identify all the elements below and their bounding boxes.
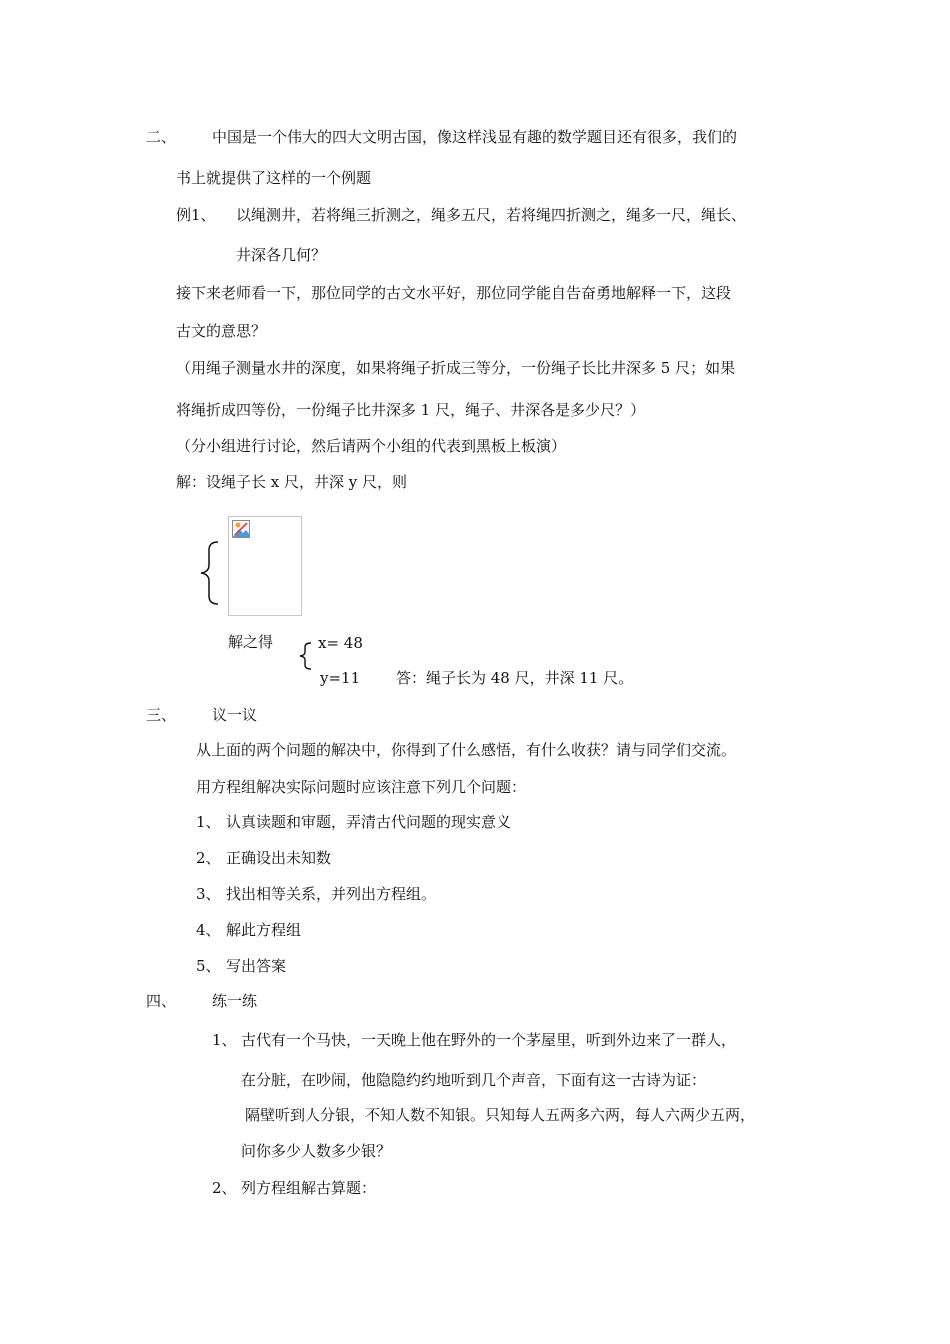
section-4-marker: 四、 <box>146 992 177 1010</box>
section-3-paragraph-1: 从上面的两个问题的解决中，你得到了什么感悟，有什么收获？请与同学们交流。 <box>196 741 737 759</box>
step-5-number: 5、 <box>196 957 221 975</box>
step-4-text: 解此方程组 <box>226 921 302 939</box>
section-3-title: 议一议 <box>212 706 258 724</box>
question-1-line-2: 在分脏，在吵闹，他隐隐约约地听到几个声音，下面有这一古诗为证： <box>241 1071 707 1089</box>
answer: 答：绳子长为 48 尺，井深 11 尺。 <box>396 669 634 687</box>
solution-intro: 解：设绳子长 x 尺，井深 y 尺，则 <box>176 473 408 491</box>
broken-image-icon <box>232 520 250 538</box>
section-2-line-1: 中国是一个伟大的四大文明古国，像这样浅显有趣的数学题目还有很多，我们的 <box>212 128 738 146</box>
question-1-number: 1、 <box>212 1031 237 1049</box>
step-4-number: 4、 <box>196 921 221 939</box>
step-3-number: 3、 <box>196 885 221 903</box>
section-4-title: 练一练 <box>212 992 258 1010</box>
question-1-line-1: 古代有一个马快，一天晚上他在野外的一个茅屋里，听到外边来了一群人， <box>241 1031 737 1049</box>
section-2-line-2: 书上就提供了这样的一个例题 <box>176 169 372 187</box>
step-2-text: 正确设出未知数 <box>226 849 332 867</box>
question-1-poem-line-1: 隔壁听到人分银，不知人数不知银。只知每人五两多六两，每人六两少五两， <box>245 1106 756 1124</box>
step-2-number: 2、 <box>196 849 221 867</box>
paragraph-1-line-1: 接下来老师看一下，那位同学的古文水平好，那位同学能自告奋勇地解释一下，这段 <box>176 284 732 302</box>
section-2-marker: 二、 <box>146 128 177 146</box>
step-1-number: 1、 <box>196 813 221 831</box>
section-3-marker: 三、 <box>146 706 177 724</box>
solve-label: 解之得 <box>228 633 274 651</box>
result-y: y=11 <box>320 669 361 687</box>
example-line-2: 井深各几何？ <box>236 246 327 264</box>
paragraph-3: （分小组进行讨论，然后请两个小组的代表到黑板上板演） <box>176 437 567 455</box>
section-3-paragraph-2: 用方程组解决实际问题时应该注意下列几个问题： <box>196 778 527 796</box>
example-line-1: 以绳测井，若将绳三折测之，绳多五尺，若将绳四折测之，绳多一尺，绳长、 <box>236 206 747 224</box>
equation-image-placeholder <box>228 516 302 616</box>
step-5-text: 写出答案 <box>226 957 287 975</box>
paragraph-2-line-2: 将绳折成四等份，一份绳子比井深多 1 尺，绳子、井深各是多少尺？） <box>176 401 646 419</box>
small-left-brace-icon <box>298 642 314 670</box>
left-brace-icon <box>198 540 222 606</box>
paragraph-1-line-2: 古文的意思？ <box>176 322 267 340</box>
question-2-number: 2、 <box>212 1179 237 1197</box>
step-3-text: 找出相等关系，并列出方程组。 <box>226 885 437 903</box>
paragraph-2-line-1: （用绳子测量水井的深度，如果将绳子折成三等分，一份绳子长比井深多 5 尺；如果 <box>176 359 736 377</box>
step-1-text: 认真读题和审题，弄清古代问题的现实意义 <box>226 813 512 831</box>
question-2-text: 列方程组解古算题： <box>241 1179 377 1197</box>
question-1-poem-line-2: 问你多少人数多少银？ <box>241 1142 392 1160</box>
example-marker: 例1、 <box>176 206 216 224</box>
result-x: x= 48 <box>318 634 363 652</box>
